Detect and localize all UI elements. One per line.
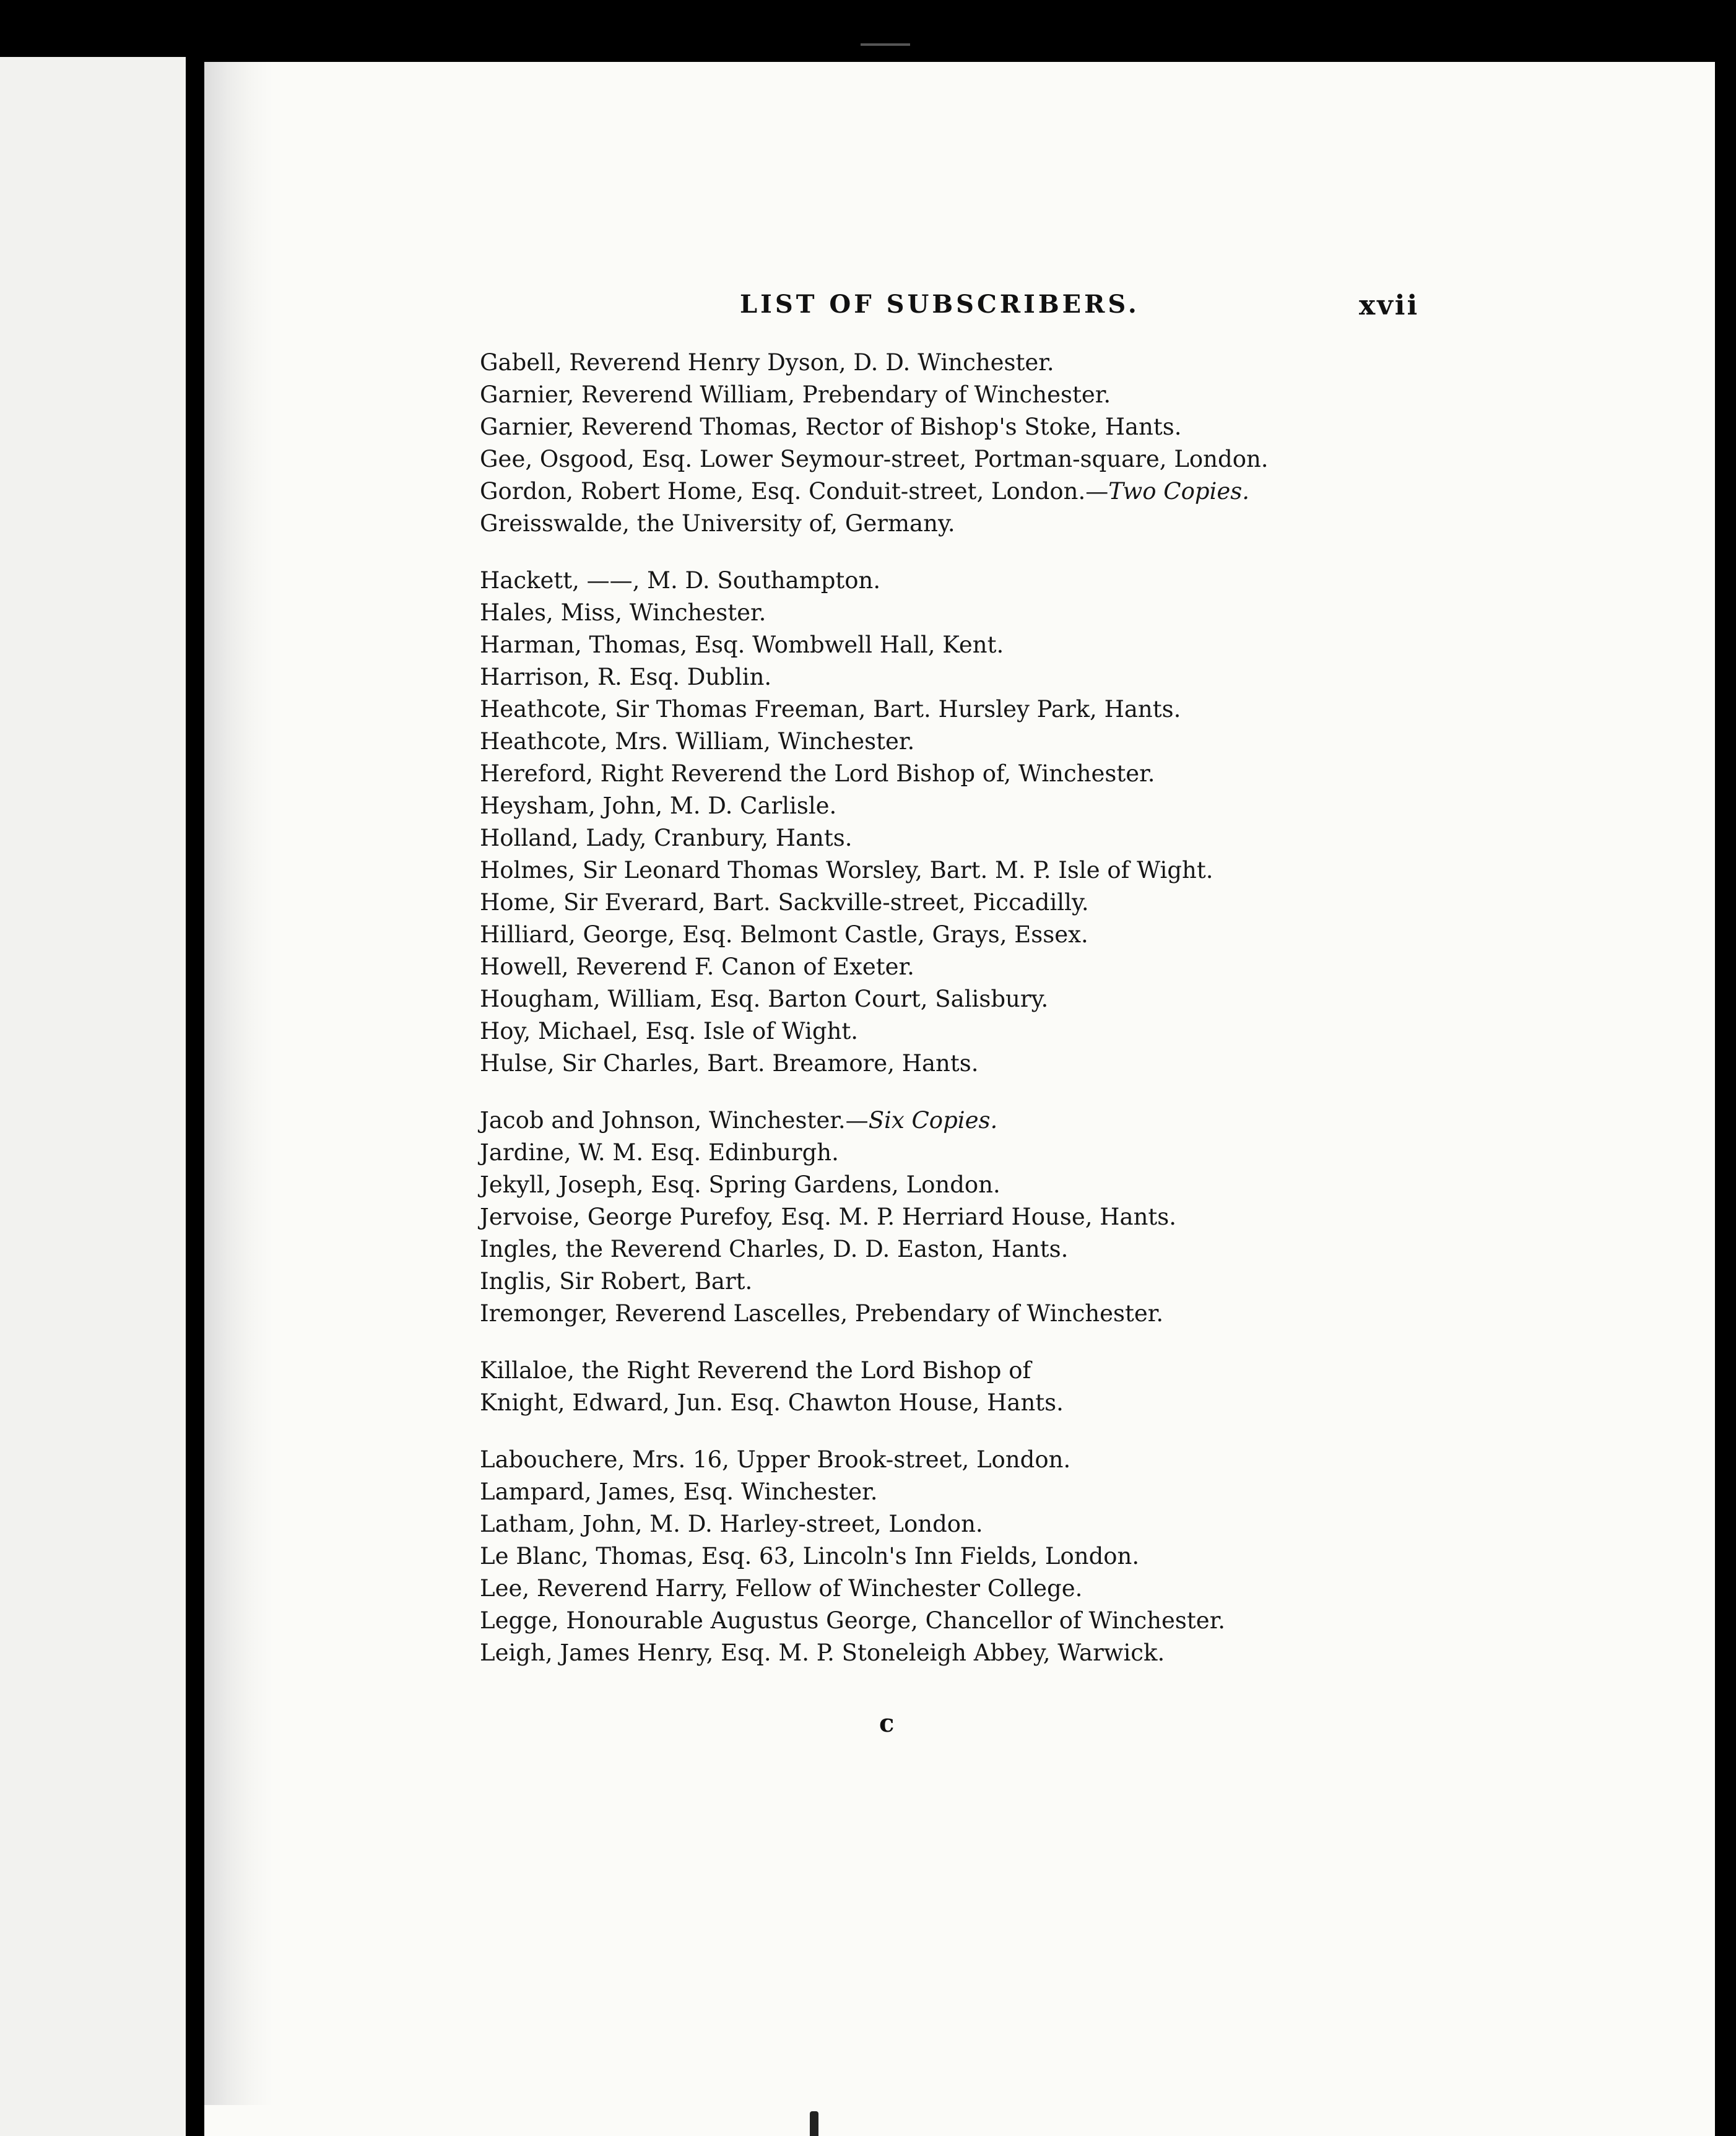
subscriber-entry xyxy=(480,1169,1470,1201)
group-separator xyxy=(480,1080,1470,1105)
subscriber-list xyxy=(480,347,1470,1669)
subscriber-text: Leigh, James Henry, Esq. M. P. Stoneleigh Abbey, Warwick. xyxy=(480,1639,1165,1666)
subscriber-text: Killaloe, the Right Reverend the Lord Bishop of xyxy=(480,1357,1031,1384)
subscriber-text: Jardine, W. M. Esq. Edinburgh. xyxy=(480,1139,839,1166)
subscriber-entry xyxy=(480,1015,1470,1048)
subscriber-text: Gordon, Robert Home, Esq. Conduit-street, London.— xyxy=(480,478,1109,505)
subscriber-text: Jervoise, George Purefoy, Esq. M. P. Herriard House, Hants. xyxy=(480,1204,1177,1230)
subscriber-text: Gee, Osgood, Esq. Lower Seymour-street, Portman-square, London. xyxy=(480,446,1269,472)
subscriber-entry xyxy=(480,1137,1470,1169)
page-gutter-shadow xyxy=(204,62,272,2105)
group-separator xyxy=(480,540,1470,565)
subscriber-text: Hilliard, George, Esq. Belmont Castle, Grays, Essex. xyxy=(480,921,1088,948)
subscriber-entry xyxy=(480,693,1470,726)
subscriber-text: Heathcote, Sir Thomas Freeman, Bart. Hursley Park, Hants. xyxy=(480,696,1181,723)
subscriber-text: Jacob and Johnson, Winchester.— xyxy=(480,1107,869,1134)
subscriber-entry xyxy=(480,1573,1470,1605)
subscriber-entry xyxy=(480,565,1470,597)
subscriber-entry xyxy=(480,475,1470,508)
subscriber-entry xyxy=(480,1298,1470,1330)
subscriber-text: Holmes, Sir Leonard Thomas Worsley, Bart. M. P. Isle of Wight. xyxy=(480,857,1213,883)
subscriber-text: Garnier, Reverend William, Prebendary of Winchester. xyxy=(480,381,1111,408)
subscriber-entry xyxy=(480,790,1470,822)
subscriber-entry xyxy=(480,1048,1470,1080)
subscriber-entry xyxy=(480,1605,1470,1637)
subscriber-text: Garnier, Reverend Thomas, Rector of Bishop's Stoke, Hants. xyxy=(480,414,1182,440)
subscriber-text: Lampard, James, Esq. Winchester. xyxy=(480,1478,878,1505)
subscriber-text: Ingles, the Reverend Charles, D. D. Easton, Hants. xyxy=(480,1236,1069,1262)
subscriber-text: Heysham, John, M. D. Carlisle. xyxy=(480,792,837,819)
subscriber-text: Iremonger, Reverend Lascelles, Prebendary of Winchester. xyxy=(480,1300,1164,1327)
subscriber-entry xyxy=(480,411,1470,443)
subscriber-entry xyxy=(480,1355,1470,1387)
subscriber-entry xyxy=(480,1387,1470,1419)
subscriber-entry xyxy=(480,854,1470,887)
subscriber-text: Hoy, Michael, Esq. Isle of Wight. xyxy=(480,1018,859,1044)
subscriber-entry xyxy=(480,508,1470,540)
running-title: LIST OF SUBSCRIBERS. xyxy=(740,290,1140,319)
subscriber-entry xyxy=(480,1637,1470,1669)
subscriber-entry xyxy=(480,1508,1470,1540)
group-separator xyxy=(480,1419,1470,1444)
subscriber-entry xyxy=(480,661,1470,693)
subscriber-text: Legge, Honourable Augustus George, Chancellor of Winchester. xyxy=(480,1607,1226,1634)
page-number: xvii xyxy=(1359,290,1420,321)
subscriber-entry xyxy=(480,1266,1470,1298)
subscriber-entry xyxy=(480,1233,1470,1266)
copies-note: Two Copies. xyxy=(1108,478,1250,505)
subscriber-entry xyxy=(480,597,1470,629)
subscriber-text: Hougham, William, Esq. Barton Court, Salisbury. xyxy=(480,986,1049,1012)
signature-mark: c xyxy=(879,1709,895,1738)
subscriber-text: Greisswalde, the University of, Germany. xyxy=(480,510,955,537)
subscriber-text: Lee, Reverend Harry, Fellow of Winchester College. xyxy=(480,1575,1083,1602)
subscriber-entry xyxy=(480,629,1470,661)
subscriber-entry xyxy=(480,1540,1470,1573)
subscriber-entry xyxy=(480,347,1470,379)
subscriber-text: Latham, John, M. D. Harley-street, London. xyxy=(480,1511,983,1537)
subscriber-entry xyxy=(480,822,1470,854)
subscriber-entry xyxy=(480,1476,1470,1508)
subscriber-entry xyxy=(480,951,1470,983)
bottom-edge-mark xyxy=(810,2111,818,2136)
subscriber-text: Harman, Thomas, Esq. Wombwell Hall, Kent. xyxy=(480,632,1004,658)
subscriber-text: Holland, Lady, Cranbury, Hants. xyxy=(480,825,853,851)
subscriber-text: Jekyll, Joseph, Esq. Spring Gardens, London. xyxy=(480,1171,1000,1198)
group-separator xyxy=(480,1330,1470,1355)
subscriber-text: Inglis, Sir Robert, Bart. xyxy=(480,1268,753,1295)
subscriber-entry xyxy=(480,887,1470,919)
subscriber-text: Heathcote, Mrs. William, Winchester. xyxy=(480,728,915,755)
subscriber-text: Home, Sir Everard, Bart. Sackville-street, Piccadilly. xyxy=(480,889,1089,916)
subscriber-text: Labouchere, Mrs. 16, Upper Brook-street, London. xyxy=(480,1446,1071,1473)
subscriber-text: Hereford, Right Reverend the Lord Bishop of, Winchester. xyxy=(480,760,1155,787)
subscriber-entry xyxy=(480,919,1470,951)
subscriber-text: Hulse, Sir Charles, Bart. Breamore, Hants. xyxy=(480,1050,979,1077)
subscriber-text: Howell, Reverend F. Canon of Exeter. xyxy=(480,953,914,980)
subscriber-entry xyxy=(480,1105,1470,1137)
subscriber-entry xyxy=(480,1444,1470,1476)
subscriber-entry xyxy=(480,726,1470,758)
page-header xyxy=(0,290,1736,333)
top-edge-mark xyxy=(861,43,910,46)
subscriber-text: Hackett, ——, M. D. Southampton. xyxy=(480,567,881,594)
subscriber-entry xyxy=(480,443,1470,475)
subscriber-text: Knight, Edward, Jun. Esq. Chawton House, Hants. xyxy=(480,1389,1064,1416)
subscriber-text: Hales, Miss, Winchester. xyxy=(480,599,766,626)
subscriber-entry xyxy=(480,379,1470,411)
subscriber-text: Harrison, R. Esq. Dublin. xyxy=(480,664,772,690)
copies-note: Six Copies. xyxy=(868,1107,998,1134)
subscriber-entry xyxy=(480,758,1470,790)
subscriber-text: Gabell, Reverend Henry Dyson, D. D. Winchester. xyxy=(480,349,1054,376)
subscriber-entry xyxy=(480,983,1470,1015)
facing-page-edge xyxy=(0,57,186,2136)
subscriber-text: Le Blanc, Thomas, Esq. 63, Lincoln's Inn Fields, London. xyxy=(480,1543,1140,1569)
subscriber-entry xyxy=(480,1201,1470,1233)
